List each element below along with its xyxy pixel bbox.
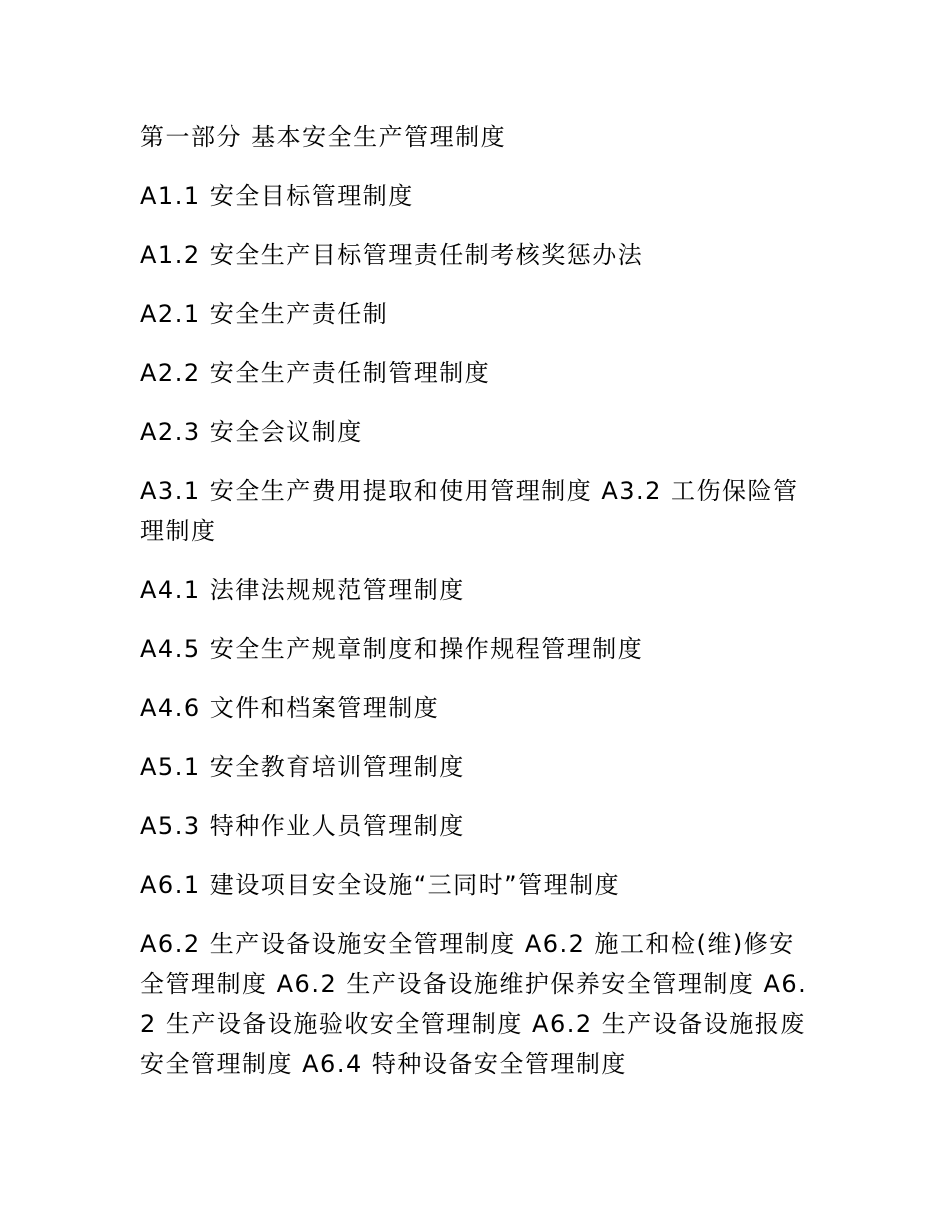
regulation-item: A4.5 安全生产规章制度和操作规程管理制度 xyxy=(140,635,644,663)
regulation-item: A5.3 特种作业人员管理制度 xyxy=(140,812,465,840)
regulation-item: A6.1 建设项目安全设施“三同时”管理制度 xyxy=(140,871,621,899)
regulation-item: A4.1 法律法规规范管理制度 xyxy=(140,576,465,604)
regulation-item: A6.2 生产设备设施安全管理制度 A6.2 施工和检(维)修安全管理制度 A6.2 生产设备设施维护保养安全管理制度 A6.2 生产设备设施验收安全管理制度 A6.2 生产设备设施报废安全管理制度 A6.4 特种设备安全管理制度 xyxy=(140,930,808,1078)
regulation-item: A2.1 安全生产责任制 xyxy=(140,300,389,328)
section-heading: 第一部分 基本安全生产管理制度 xyxy=(140,123,507,151)
document-page xyxy=(140,117,812,1103)
regulation-item: A5.1 安全教育培训管理制度 xyxy=(140,753,465,781)
regulation-item: A2.2 安全生产责任制管理制度 xyxy=(140,359,491,387)
regulation-item: A4.6 文件和档案管理制度 xyxy=(140,694,440,722)
regulation-item: A1.2 安全生产目标管理责任制考核奖惩办法 xyxy=(140,241,644,269)
regulation-item: A3.1 安全生产费用提取和使用管理制度 A3.2 工伤保险管理制度 xyxy=(140,477,799,545)
regulation-item: A2.3 安全会议制度 xyxy=(140,418,363,446)
regulation-item: A1.1 安全目标管理制度 xyxy=(140,182,414,210)
